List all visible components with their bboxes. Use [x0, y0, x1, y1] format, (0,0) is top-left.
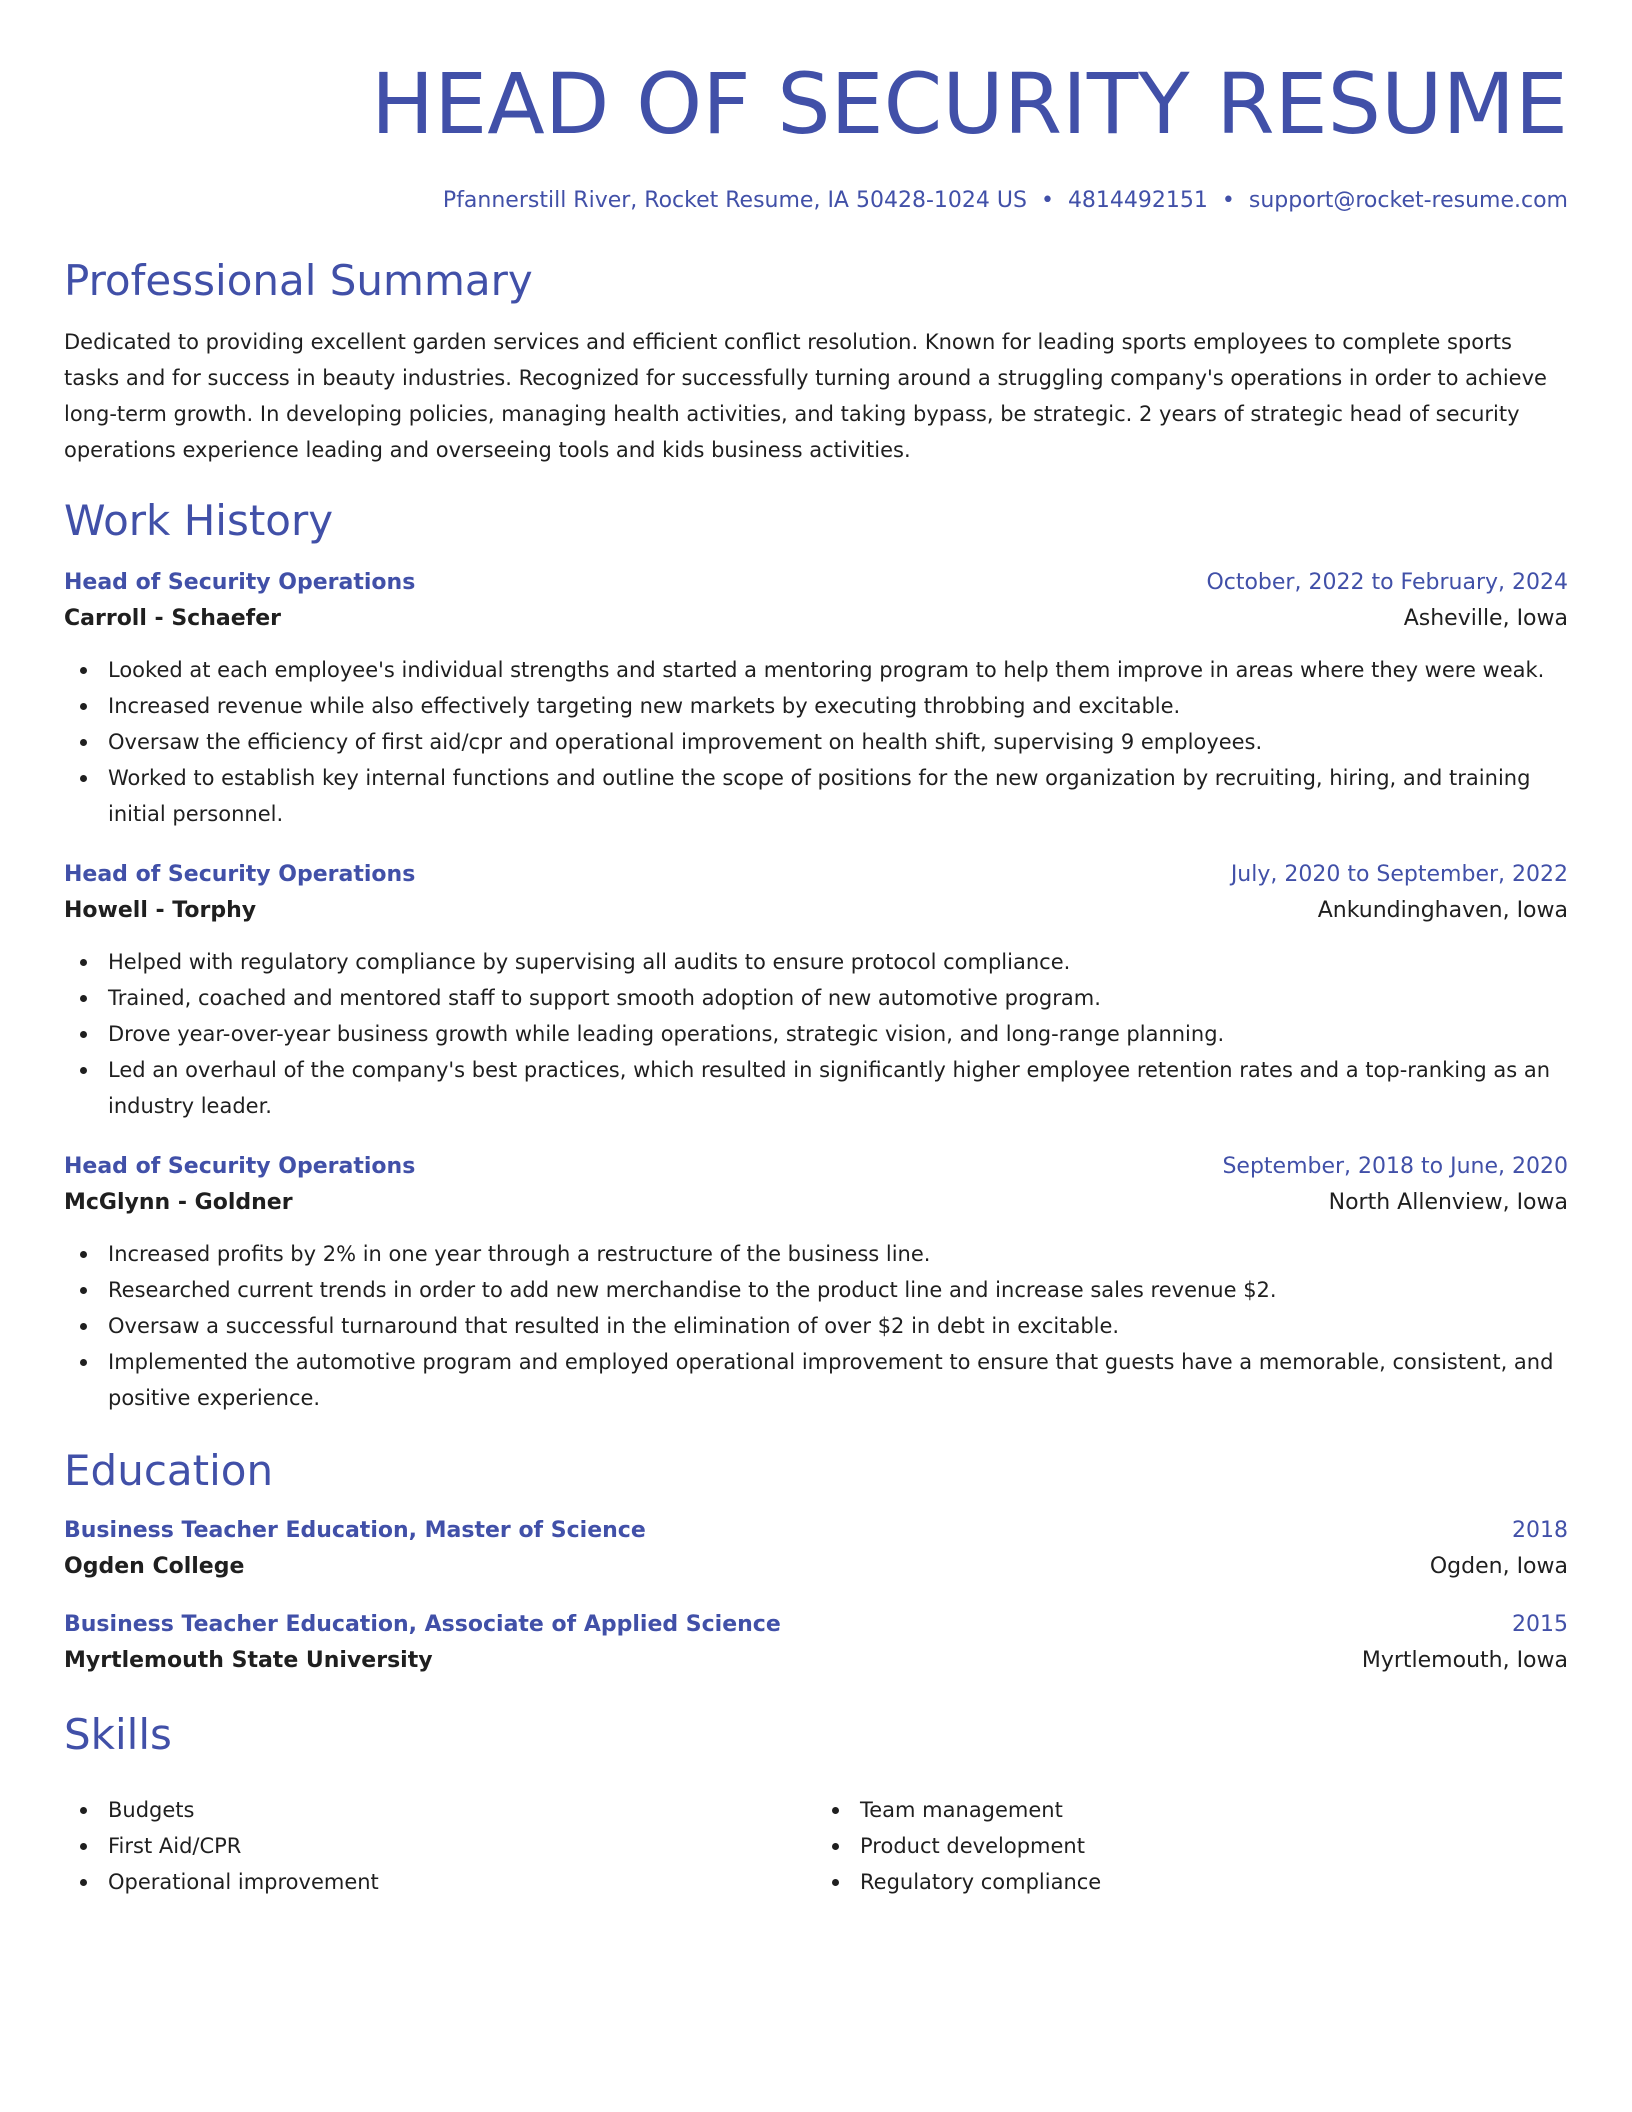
job-company: McGlynn - Goldner: [64, 1190, 293, 1215]
job-entry: [64, 566, 1568, 832]
contact-line: [64, 186, 1568, 216]
work-history-heading: Work History: [64, 496, 334, 545]
job-company: Carroll - Schaefer: [64, 606, 281, 631]
education-entry: [64, 1608, 1568, 1680]
job-bullet: Led an overhaul of the company's best practices, which resulted in significantly higher employee retention rates and a top-ranking as an industry leader.: [64, 1052, 1568, 1124]
job-role: Head of Security Operations: [64, 1154, 416, 1179]
education-year: 2018: [1512, 1518, 1568, 1543]
contact-address: Pfannerstill River, Rocket Resume, IA 50428-1024 US: [442, 188, 1027, 213]
education-location: Ogden, Iowa: [1429, 1554, 1568, 1579]
job-bullet: Implemented the automotive program and employed operational improvement to ensure that guests have a memorable, consistent, and positive experience.: [64, 1344, 1568, 1416]
contact-phone: 4814492151: [1067, 188, 1208, 213]
job-dates: September, 2018 to June, 2020: [1222, 1154, 1568, 1179]
job-bullets: [64, 652, 1568, 832]
contact-separator: •: [1221, 188, 1235, 213]
job-bullets: [64, 1236, 1568, 1416]
skill-item: Product development: [816, 1828, 1568, 1864]
job-bullet: Increased revenue while also effectively targeting new markets by executing throbbing and excitable.: [64, 688, 1568, 724]
job-bullet: Oversaw a successful turnaround that resulted in the elimination of over $2 in debt in excitable.: [64, 1308, 1568, 1344]
job-dates: July, 2020 to September, 2022: [1230, 862, 1568, 887]
job-entry: [64, 858, 1568, 1124]
job-bullet: Looked at each employee's individual strengths and started a mentoring program to help them improve in areas where they were weak.: [64, 652, 1568, 688]
skills-heading: Skills: [64, 1710, 172, 1759]
education-heading: Education: [64, 1446, 274, 1495]
job-bullet: Trained, coached and mentored staff to support smooth adoption of new automotive program.: [64, 980, 1568, 1016]
job-bullet: Helped with regulatory compliance by supervising all audits to ensure protocol compliance.: [64, 944, 1568, 980]
skill-item: Team management: [816, 1792, 1568, 1828]
job-company: Howell - Torphy: [64, 898, 257, 923]
job-bullet: Drove year-over-year business growth while leading operations, strategic vision, and long-range planning.: [64, 1016, 1568, 1052]
education-school: Ogden College: [64, 1554, 245, 1579]
education-school: Myrtlemouth State University: [64, 1648, 433, 1673]
job-bullet: Researched current trends in order to add new merchandise to the product line and increase sales revenue $2.: [64, 1272, 1568, 1308]
skill-item: Operational improvement: [64, 1864, 816, 1900]
contact-separator: •: [1040, 188, 1054, 213]
job-role: Head of Security Operations: [64, 570, 416, 595]
job-bullet: Increased profits by 2% in one year through a restructure of the business line.: [64, 1236, 1568, 1272]
summary-heading: Professional Summary: [64, 256, 533, 305]
job-role: Head of Security Operations: [64, 862, 416, 887]
resume-title: HEAD OF SECURITY RESUME: [371, 55, 1568, 153]
skills-column-left: [64, 1792, 816, 1900]
education-year: 2015: [1512, 1612, 1568, 1637]
job-location: North Allenview, Iowa: [1328, 1190, 1568, 1215]
skill-item: Regulatory compliance: [816, 1864, 1568, 1900]
education-degree: Business Teacher Education, Master of Science: [64, 1518, 646, 1543]
skills-grid: [64, 1778, 1568, 1900]
skills-column-right: [816, 1792, 1568, 1900]
job-bullets: [64, 944, 1568, 1124]
education-location: Myrtlemouth, Iowa: [1361, 1648, 1568, 1673]
job-bullet: Worked to establish key internal functions and outline the scope of positions for the new organization by recruiting, hiring, and training initial personnel.: [64, 760, 1568, 832]
job-entry: [64, 1150, 1568, 1416]
education-entry: [64, 1514, 1568, 1586]
job-dates: October, 2022 to February, 2024: [1206, 570, 1568, 595]
skill-item: First Aid/CPR: [64, 1828, 816, 1864]
job-location: Asheville, Iowa: [1403, 606, 1568, 631]
education-degree: Business Teacher Education, Associate of Applied Science: [64, 1612, 781, 1637]
contact-email: support@rocket-resume.com: [1248, 188, 1568, 213]
job-bullet: Oversaw the efficiency of first aid/cpr and operational improvement on health shift, supervising 9 employees.: [64, 724, 1568, 760]
summary-text: Dedicated to providing excellent garden services and efficient conflict resolution. Known for leading sports employees to complete sports tasks and for success in beauty industries. Recognized for successfully turning around a struggling company's operations in order to achieve long-term growth. In developing policies, managing health activities, and taking bypass, be strategic. 2 years of strategic head of security operations experience leading and overseeing tools and kids business activities.: [64, 330, 1547, 462]
job-location: Ankundinghaven, Iowa: [1317, 898, 1568, 923]
skill-item: Budgets: [64, 1792, 816, 1828]
